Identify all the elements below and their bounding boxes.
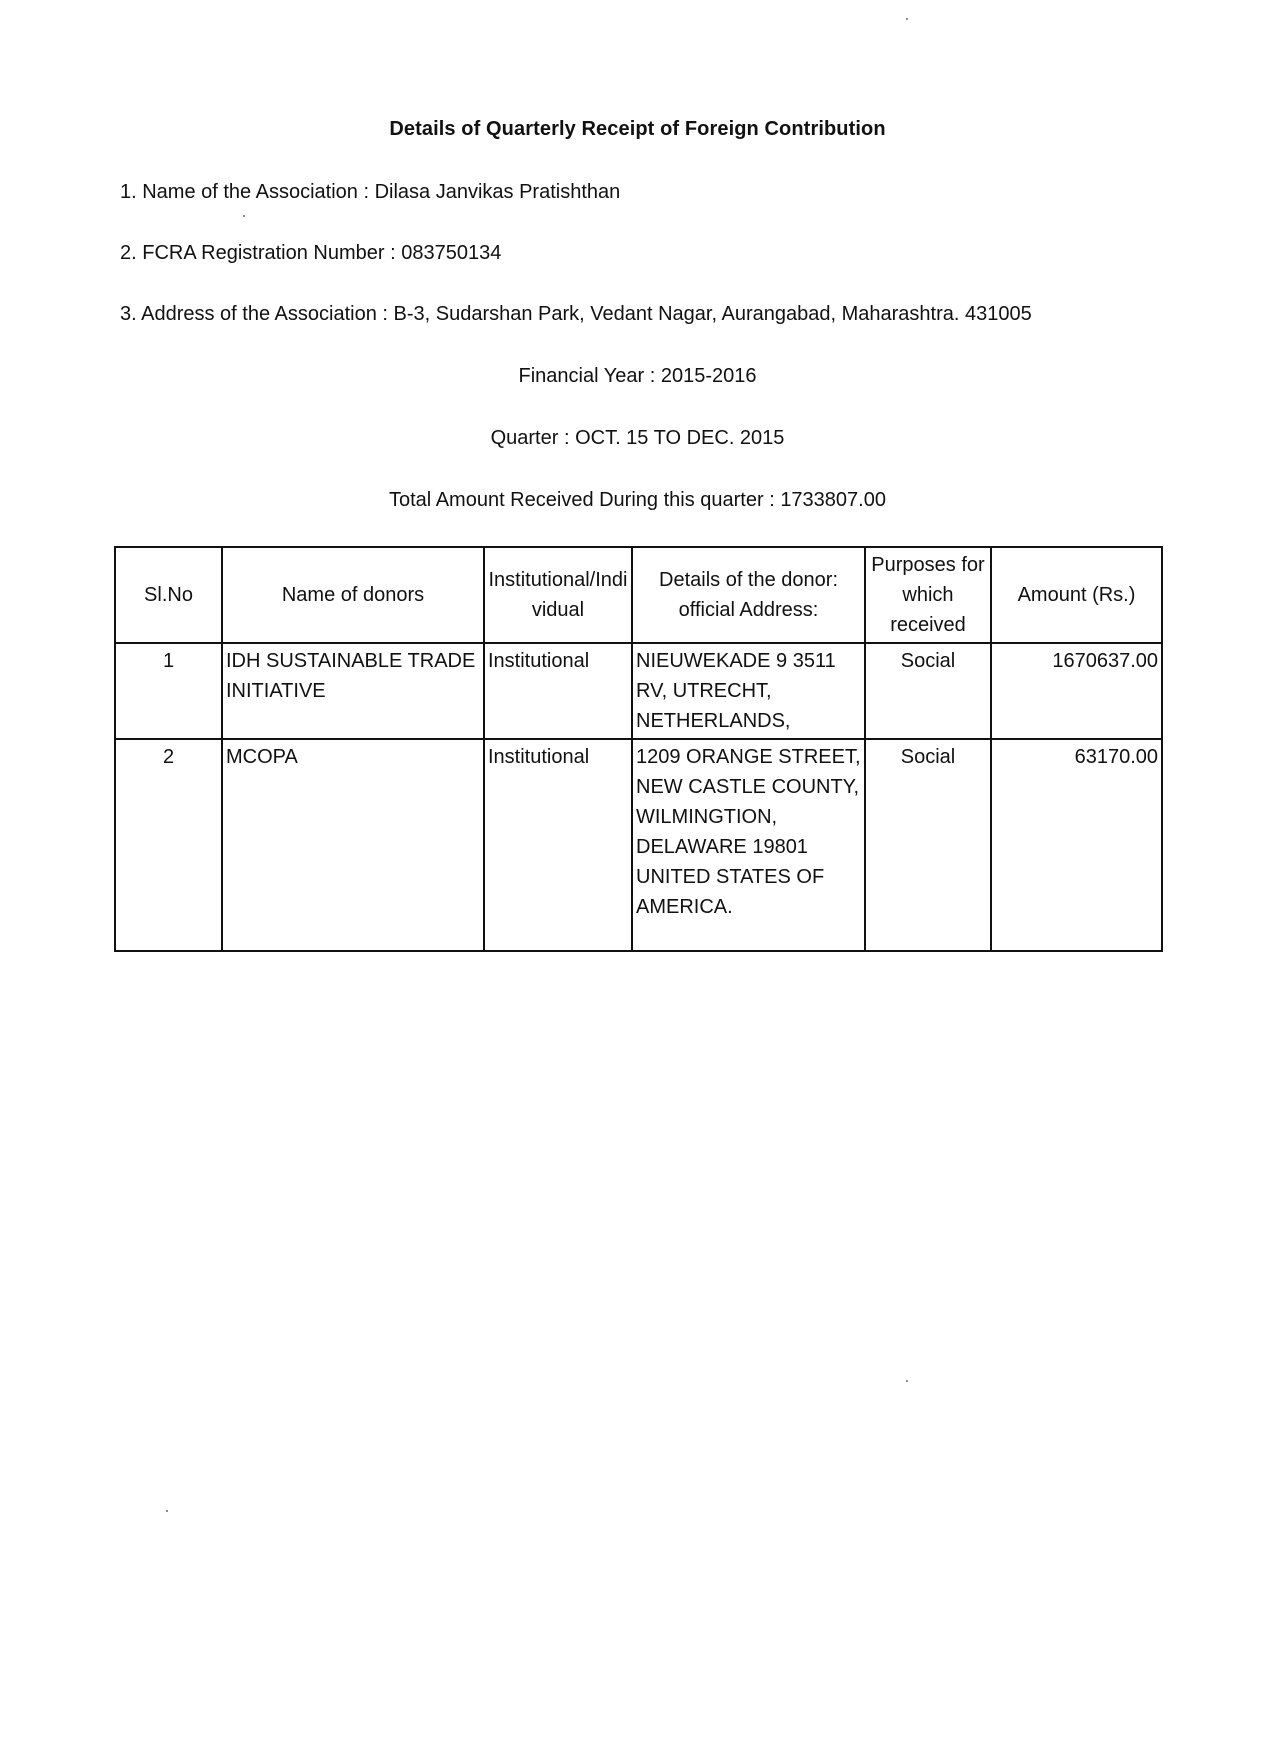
cell-donor-type: Institutional	[484, 739, 632, 951]
quarter-value: OCT. 15 TO DEC. 2015	[575, 427, 785, 449]
document-title: Details of Quarterly Receipt of Foreign Contribution	[389, 118, 886, 140]
cell-amount: 63170.00	[991, 739, 1162, 951]
association-address-line	[120, 303, 1032, 326]
financial-year-line	[0, 365, 1275, 388]
header-amount: Amount (Rs.)	[991, 547, 1162, 643]
cell-donor-address: NIEUWEKADE 9 3511 RV, UTRECHT, NETHERLANDS,	[632, 643, 865, 739]
header-donor-type: Institutional/Individual	[484, 547, 632, 643]
financial-year-value: 2015-2016	[660, 365, 757, 387]
fcra-number-label: 2. FCRA Registration Number :	[120, 242, 402, 264]
fcra-number-value: 083750134	[401, 242, 502, 264]
donors-table	[114, 546, 1163, 952]
financial-year-label: Financial Year :	[518, 365, 661, 387]
association-address-value: B-3, Sudarshan Park, Vedant Nagar, Aurangabad, Maharashtra. 431005	[393, 303, 1032, 325]
quarter-line	[0, 427, 1275, 450]
scan-speck	[906, 1380, 908, 1382]
scan-speck	[166, 1510, 168, 1512]
cell-amount: 1670637.00	[991, 643, 1162, 739]
total-amount-label: Total Amount Received During this quarter :	[389, 489, 781, 511]
header-donor-name: Name of donors	[222, 547, 484, 643]
header-donor-address: Details of the donor: official Address:	[632, 547, 865, 643]
header-purpose: Purposes for which received	[865, 547, 991, 643]
association-address-label: 3. Address of the Association :	[120, 303, 394, 325]
header-slno: Sl.No	[115, 547, 222, 643]
scan-speck	[243, 215, 245, 217]
cell-donor-type: Institutional	[484, 643, 632, 739]
table-row	[115, 643, 1162, 739]
cell-slno: 1	[115, 643, 222, 739]
table-header-row	[115, 547, 1162, 643]
association-name-value: Dilasa Janvikas Pratishthan	[374, 181, 621, 203]
cell-purpose: Social	[865, 739, 991, 951]
association-name-line	[120, 181, 620, 204]
cell-purpose: Social	[865, 643, 991, 739]
fcra-number-line	[120, 242, 501, 265]
table-row	[115, 739, 1162, 951]
association-name-label: 1. Name of the Association :	[120, 181, 375, 203]
total-amount-line	[0, 489, 1275, 512]
cell-donor-name: IDH SUSTAINABLE TRADE INITIATIVE	[222, 643, 484, 739]
cell-slno: 2	[115, 739, 222, 951]
quarter-label: Quarter :	[490, 427, 576, 449]
total-amount-value: 1733807.00	[780, 489, 886, 511]
scan-speck	[906, 18, 908, 20]
cell-donor-address: 1209 ORANGE STREET, NEW CASTLE COUNTY, WILMINGTION, DELAWARE 19801 UNITED STATES OF AMERICA.	[632, 739, 865, 951]
cell-donor-name: MCOPA	[222, 739, 484, 951]
